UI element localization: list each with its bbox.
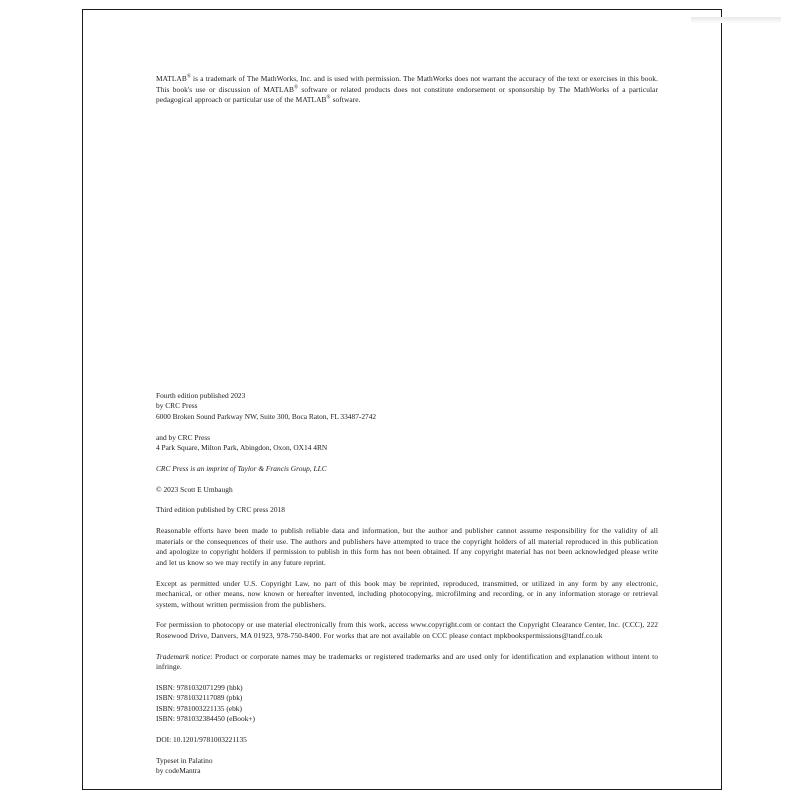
registered-mark-icon-1: ® <box>186 73 191 80</box>
spacer-4 <box>156 495 658 505</box>
permissions-notice-paragraph: For permission to photocopy or use material electronically from this work, access www.copyright.com or contact the Copyright Clearance Center, Inc. (CCC), 222 Rosewood Drive, Danvers, MA 01923, 978-750-8400. For works that are not available on CCC please contact mpkbookspermissions@tandf.co.uk <box>156 620 658 640</box>
trademark-notice-label: Trademark notice <box>156 651 211 661</box>
registered-mark-icon-3: ® <box>326 94 331 101</box>
isbn-hbk-line: ISBN: 9781032071299 (hbk) <box>156 682 243 692</box>
spacer-2 <box>156 453 658 463</box>
page-edge-highlight <box>691 17 781 23</box>
spacer-11 <box>156 745 658 755</box>
trademark-notice-body: : Product or corporate names may be trademarks or registered trademarks and are used only for identification and explanation without intent to infringe. <box>156 651 658 672</box>
us-address-line: 6000 Broken Sound Parkway NW, Suite 300, Boca Raton, FL 33487-2742 <box>156 411 377 421</box>
doi-line: DOI: 10.1201/9781003221135 <box>156 734 247 744</box>
matlab-word-1: MATLAB <box>156 74 187 83</box>
registered-mark-icon-2: ® <box>294 84 299 91</box>
spacer-3 <box>156 474 658 484</box>
matlab-trademark-paragraph <box>156 74 658 106</box>
imprint-statement-line: CRC Press is an imprint of Taylor & Francis Group, LLC <box>156 463 327 473</box>
page-content <box>156 10 658 789</box>
trademark-notice-paragraph <box>156 652 658 673</box>
matlab-trademark-block <box>156 74 658 106</box>
isbn-ebk-line: ISBN: 9781003221135 (ebk) <box>156 703 242 713</box>
matlab-text-middle: is a trademark of The MathWorks, Inc. and is used with permission. The MathWorks does not warrant the accuracy of the text or exercises in this book. This book's use or discussion of MATLAB <box>156 74 658 94</box>
spacer-5 <box>156 516 658 526</box>
spacer-7 <box>156 610 658 620</box>
matlab-text-end: software. <box>330 95 361 105</box>
typeset-line: Typeset in Palatino <box>156 755 213 765</box>
edition-line: Fourth edition published 2023 <box>156 391 246 400</box>
previous-edition-line: Third edition published by CRC press 2018 <box>156 505 285 515</box>
spacer-1 <box>156 422 658 432</box>
matlab-text-after: software or related products does not constitute endorsement or sponsorship by The MathWorks of a particular pedagogical approach or particular use of the MATLAB <box>156 84 658 105</box>
and-by-line: and by CRC Press <box>156 432 210 442</box>
imprint-block <box>156 391 658 777</box>
spacer-9 <box>156 673 658 683</box>
reproduction-notice-paragraph: Except as permitted under U.S. Copyright Law, no part of this book may be reprinted, reproduced, transmitted, or utilized in any form by any electronic, mechanical, or other means, now known or hereafter invented, including photocopying, microfilming and recording, or in any information storage or retrieval system, without written permission from the publishers. <box>156 578 658 609</box>
spacer-10 <box>156 725 658 735</box>
isbn-ebookplus-line: ISBN: 9781032384450 (eBook+) <box>156 714 256 724</box>
book-page-sheet <box>82 9 722 790</box>
copyright-line: © 2023 Scott E Umbaugh <box>156 484 233 494</box>
typesetter-line: by codeMantra <box>156 766 201 776</box>
spacer-6 <box>156 568 658 578</box>
uk-address-line: 4 Park Square, Milton Park, Abingdon, Oxon, OX14 4RN <box>156 443 328 453</box>
isbn-pbk-line: ISBN: 9781032117089 (pbk) <box>156 693 243 703</box>
publisher-line: by CRC Press <box>156 401 198 411</box>
spacer-8 <box>156 642 658 652</box>
disclaimer-paragraph: Reasonable efforts have been made to publish reliable data and information, but the author and publisher cannot assume responsibility for the validity of all materials or the consequences of their use. The authors and publishers have attempted to trace the copyright holders of all material reproduced in this publication and apologize to copyright holders if permission to publish in this form has not been obtained. If any copyright material has not been acknowledged please write and let us know so we may rectify in any future reprint. <box>156 526 658 567</box>
